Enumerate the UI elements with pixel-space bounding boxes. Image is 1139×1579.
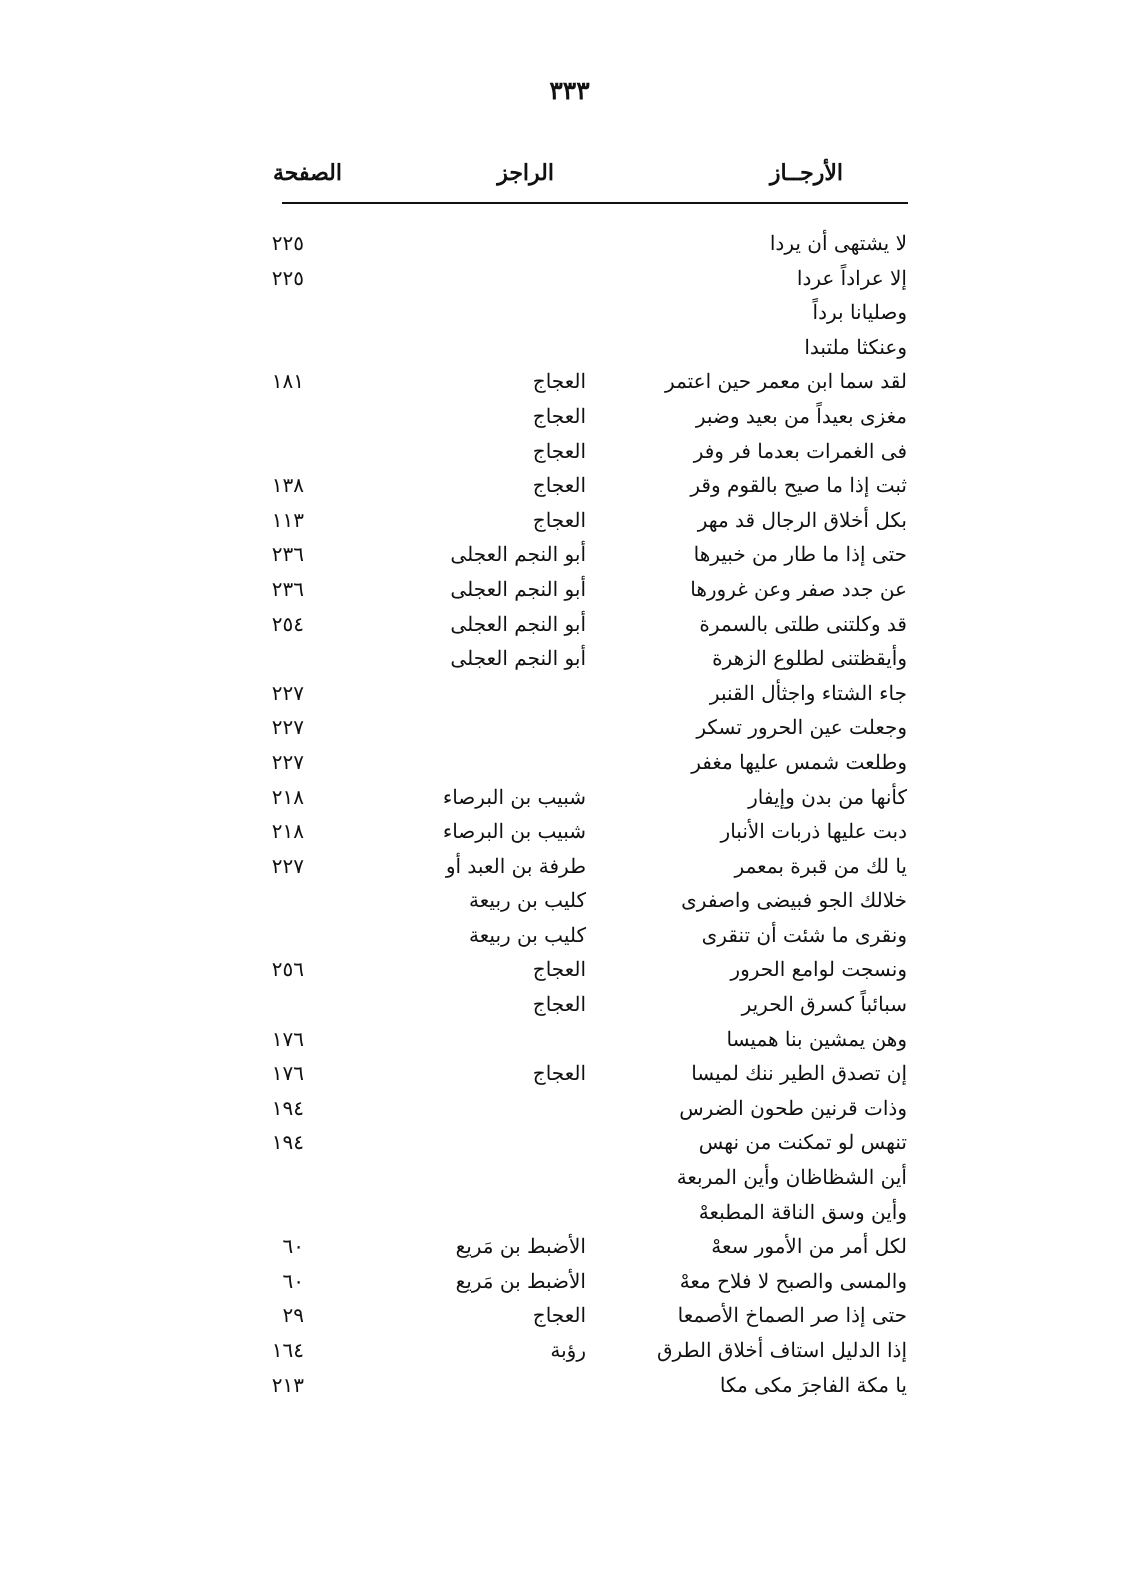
page-cell: ١٦٤ — [271, 1338, 304, 1362]
poet-cell: العجاج — [532, 1061, 586, 1086]
verse-cell: وهن يمشين بنا هميسا — [726, 1026, 907, 1051]
verses-column-header: الأرجــاز — [769, 160, 843, 186]
verse-cell: لكل أمر من الأمور سعهْ — [711, 1234, 907, 1259]
verse-cell: ونقرى ما شئت أن تنقرى — [701, 922, 907, 947]
table-row — [0, 366, 1139, 401]
verse-cell: مغزى بعيداً من بعيد وضبر — [695, 403, 907, 428]
verse-cell: وجعلت عين الحرور تسكر — [696, 715, 907, 740]
page-cell: ١١٣ — [271, 507, 304, 532]
table-row — [0, 539, 1139, 574]
page-cell: ١٩٤ — [271, 1095, 304, 1120]
poet-column-header: الراجز — [497, 160, 554, 186]
table-row — [0, 297, 1139, 332]
verse-cell: سبائباً كسرق الحرير — [741, 992, 907, 1017]
table-row — [0, 1266, 1139, 1301]
header-divider — [282, 202, 908, 204]
page-cell: ٢٢٥ — [271, 265, 304, 290]
table-row — [0, 747, 1139, 782]
table-row — [0, 1093, 1139, 1128]
page-cell: ١٨١ — [271, 369, 304, 394]
page-cell: ٦٠ — [282, 1234, 304, 1259]
verse-cell: عن جدد صفر وعن غرورها — [690, 576, 907, 601]
poet-cell: العجاج — [532, 1303, 586, 1328]
table-row — [0, 954, 1139, 989]
table-row — [0, 574, 1139, 609]
page-cell: ٢٥٦ — [271, 957, 304, 982]
page-cell: ٢٢٧ — [271, 749, 304, 774]
page-cell: ٢١٨ — [271, 819, 304, 844]
verse-cell: إلا عراداً عردا — [796, 265, 907, 290]
table-row — [0, 1127, 1139, 1162]
verse-cell: دبت عليها ذربات الأنبار — [720, 819, 907, 844]
poet-cell: العجاج — [532, 507, 586, 532]
page-number: ٣٣٣ — [549, 76, 590, 105]
table-row — [0, 1300, 1139, 1335]
page-cell: ١٩٤ — [271, 1130, 304, 1155]
poet-cell: أبو النجم العجلى — [450, 542, 586, 567]
poet-cell: العجاج — [532, 403, 586, 428]
poet-cell: شبيب بن البرصاء — [442, 784, 586, 809]
poet-cell: كليب بن ربيعة — [469, 888, 586, 913]
page-cell: ٢٢٧ — [271, 715, 304, 740]
page-cell: ٢٣٦ — [271, 576, 304, 601]
table-row — [0, 401, 1139, 436]
page-cell: ١٧٦ — [271, 1061, 304, 1086]
table-row — [0, 263, 1139, 298]
page-cell: ١٧٦ — [271, 1026, 304, 1051]
verse-cell: لا يشتهى أن يردا — [769, 231, 907, 255]
verse-cell: لقد سما ابن معمر حين اعتمر — [665, 369, 907, 394]
verse-index-table — [0, 228, 1139, 1404]
table-row — [0, 470, 1139, 505]
verse-cell: خلالك الجو فبيضى واصفرى — [681, 888, 907, 913]
verse-cell: إذا الدليل استاف أخلاق الطرق — [656, 1338, 907, 1362]
verse-cell: ونسجت لوامع الحرور — [730, 957, 907, 982]
table-row — [0, 505, 1139, 540]
page-cell: ٢٢٥ — [271, 231, 304, 255]
verse-cell: وعنكثا ملتبدا — [804, 334, 907, 359]
poet-cell: شبيب بن البرصاء — [442, 819, 586, 844]
verse-cell: جاء الشتاء واجثأل القنبر — [709, 680, 907, 705]
poet-cell: أبو النجم العجلى — [450, 611, 586, 636]
poet-cell: أبو النجم العجلى — [450, 576, 586, 601]
table-row — [0, 1335, 1139, 1370]
table-row — [0, 228, 1139, 263]
table-row — [0, 1197, 1139, 1232]
page-cell: ٢١٨ — [271, 784, 304, 809]
page-cell: ٢٢٧ — [271, 680, 304, 705]
verse-cell: حتى إذا صر الصماخ الأصمعا — [677, 1303, 907, 1328]
verse-cell: وصليانا برداً — [812, 300, 907, 325]
page-cell: ٢٢٧ — [271, 853, 304, 878]
verse-cell: قد وكلتنى طلتى بالسمرة — [699, 611, 907, 636]
verse-cell: وطلعت شمس عليها مغفر — [691, 749, 907, 774]
table-row — [0, 920, 1139, 955]
table-row — [0, 643, 1139, 678]
poet-cell: العجاج — [532, 438, 586, 463]
verse-cell: كأنها من بدن وإيفار — [748, 784, 907, 809]
verse-cell: وذات قرنين طحون الضرس — [679, 1095, 907, 1120]
verse-cell: ثبت إذا ما صيح بالقوم وقر — [690, 473, 907, 498]
table-row — [0, 712, 1139, 747]
table-row — [0, 989, 1139, 1024]
table-row — [0, 332, 1139, 367]
table-row — [0, 678, 1139, 713]
table-row — [0, 1162, 1139, 1197]
verse-cell: حتى إذا ما طار من خبيرها — [693, 542, 907, 567]
page-cell: ٢١٣ — [271, 1372, 304, 1397]
page-cell: ٢٩ — [282, 1303, 304, 1328]
verse-cell: يا لك من قبرة بمعمر — [734, 853, 907, 878]
verse-cell: فى الغمرات بعدما فر وفر — [693, 438, 907, 463]
verse-cell: يا مكة الفاجرَ مكى مكا — [719, 1372, 907, 1397]
table-row — [0, 851, 1139, 886]
table-row — [0, 885, 1139, 920]
page-column-header: الصفحة — [272, 160, 342, 186]
verse-cell: أين الشظاظان وأين المربعة — [676, 1165, 907, 1190]
table-row — [0, 816, 1139, 851]
poet-cell: العجاج — [532, 473, 586, 498]
table-row — [0, 1370, 1139, 1405]
verse-cell: والمسى والصبح لا فلاح معهْ — [679, 1268, 907, 1293]
verse-cell: إن تصدق الطير ننك لميسا — [691, 1061, 907, 1086]
poet-cell: أبو النجم العجلى — [450, 646, 586, 671]
poet-cell: العجاج — [532, 957, 586, 982]
verse-cell: تنهس لو تمكنت من نهس — [698, 1130, 907, 1155]
table-row — [0, 436, 1139, 471]
poet-cell: طرفة بن العبد أو — [445, 853, 586, 878]
page-cell: ٦٠ — [282, 1268, 304, 1293]
poet-cell: الأضبط بن مَريع — [455, 1268, 586, 1293]
page-cell: ٢٥٤ — [271, 611, 304, 636]
poet-cell: رؤبة — [550, 1338, 586, 1362]
table-row — [0, 1024, 1139, 1059]
poet-cell: كليب بن ربيعة — [469, 922, 586, 947]
poet-cell: الأضبط بن مَريع — [455, 1234, 586, 1259]
page-cell: ١٣٨ — [271, 473, 304, 498]
table-row — [0, 609, 1139, 644]
table-row — [0, 1231, 1139, 1266]
table-row — [0, 782, 1139, 817]
page-cell: ٢٣٦ — [271, 542, 304, 567]
table-row — [0, 1058, 1139, 1093]
poet-cell: العجاج — [532, 992, 586, 1017]
verse-cell: بكل أخلاق الرجال قد مهر — [697, 507, 907, 532]
verse-cell: وأيقظتنى لطلوع الزهرة — [712, 646, 907, 671]
poet-cell: العجاج — [532, 369, 586, 394]
verse-cell: وأين وسق الناقة المطبعهْ — [698, 1199, 907, 1224]
